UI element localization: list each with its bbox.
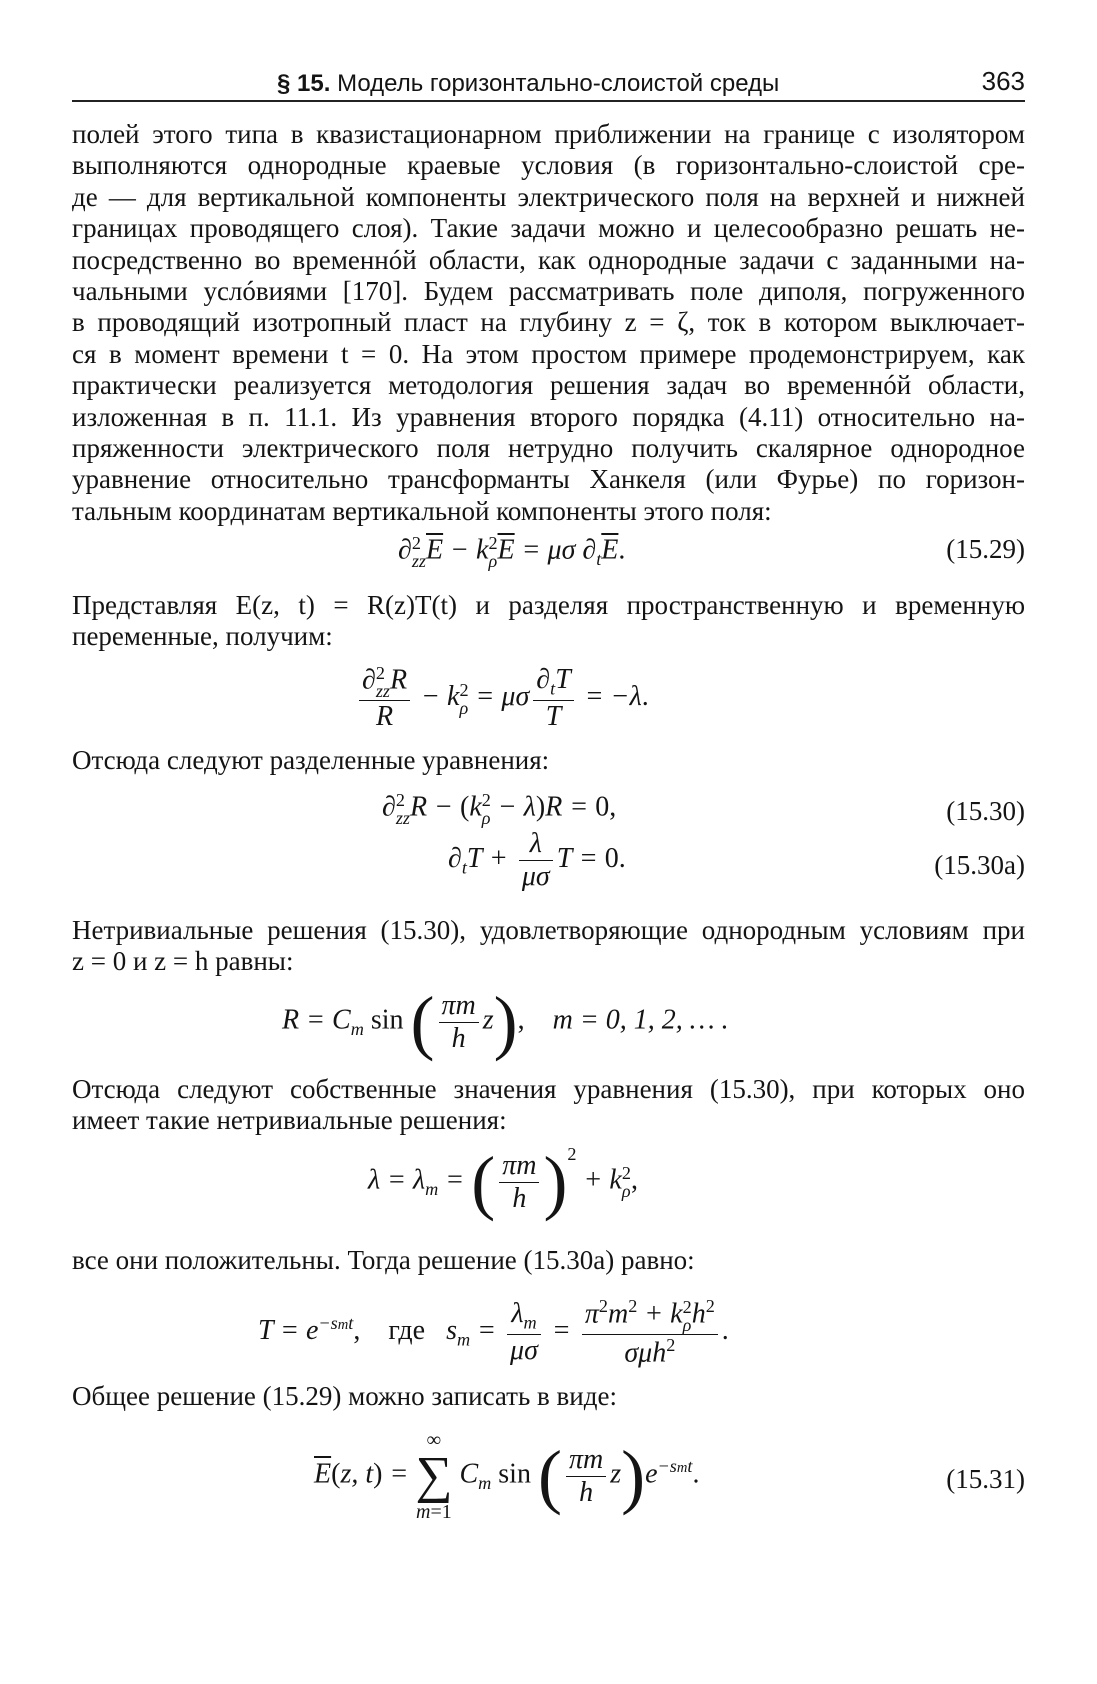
equation-15-30a: $\partial_tT$ + $\frac{\lambda}{\mu\sigma}$ T = 0. bbox=[448, 828, 626, 892]
text-line: де — для вертикальной компоненты электрического поля на верхней и нижней bbox=[72, 181, 1025, 212]
summation-sign: ∞ ∑ m=1 bbox=[415, 1429, 453, 1523]
text-line: ся в момент времени t = 0. На этом простом примере продемонстрируем, как bbox=[72, 338, 1025, 369]
text-line: имеет такие нетривиальные решения: bbox=[72, 1105, 507, 1136]
text-line: выполняются однородные краевые условия (в горизонтально-слоистой сре- bbox=[72, 150, 1025, 181]
text-line: полей этого типа в квазистационарном приближении на границе с изолятором bbox=[72, 119, 1025, 149]
running-header bbox=[72, 62, 1025, 102]
equation-lambda: $\lambda = \lambda_m$ = ( $\frac{\pi m}{h}$ )$^2$ + k 2 ρ , bbox=[368, 1142, 638, 1222]
equation-15-30: ∂ 2 zz R − (k 2 ρ − λ)R = 0, bbox=[382, 790, 617, 829]
paragraph-nontrivial bbox=[72, 915, 1025, 978]
text-line: Отсюда следуют собственные значения уравнения (15.30), при которых оно bbox=[72, 1074, 1025, 1104]
text-line: изложенная в п. 11.1. Из уравнения второго порядка (4.11) относительно на- bbox=[72, 401, 1025, 432]
paragraph-general-solution bbox=[72, 1381, 1025, 1412]
text-line: все они положительны. Тогда решение (15.30a) равно: bbox=[72, 1245, 695, 1275]
text-line: уравнение относительно трансформанты Ханкеля (или Фурье) по горизон- bbox=[72, 464, 1025, 495]
text-line: Отсюда следуют разделенные уравнения: bbox=[72, 745, 550, 775]
text-line: посредственно во временнóй области, как однородные задачи с заданными на- bbox=[72, 244, 1025, 275]
page-number: 363 bbox=[981, 66, 1025, 96]
paragraph-eigenvalues bbox=[72, 1074, 1025, 1137]
text-line: Нетривиальные решения (15.30), удовлетворяющие однородным условиям при bbox=[72, 915, 1025, 945]
equation-number: (15.30a) bbox=[934, 850, 1025, 880]
equation-number: (15.31) bbox=[946, 1464, 1025, 1494]
where-word: где bbox=[388, 1315, 426, 1347]
paragraph-separated bbox=[72, 745, 1025, 776]
text-line: тальным координатам вертикальной компоненты этого поля: bbox=[72, 495, 772, 526]
text-line: в проводящий изотропный пласт на глубину z = ζ, ток в котором выключает- bbox=[72, 307, 1025, 338]
section-mark: § 15. bbox=[277, 70, 331, 97]
text-line: чальными услóвиями [170]. Будем рассматривать поле диполя, погруженного bbox=[72, 276, 1025, 307]
paragraph-separation bbox=[72, 590, 1025, 653]
text-line: Общее решение (15.29) можно записать в виде: bbox=[72, 1381, 617, 1411]
equation-number: (15.30) bbox=[946, 796, 1025, 826]
equation-r-solution: $R = C_m$ sin ( $\frac{\pi m}{h}$ z), m = 0, 1, 2, … . bbox=[282, 982, 729, 1062]
paragraph-intro bbox=[72, 119, 1025, 527]
text-line: практически реализуется методология решения задач во временнóй области, bbox=[72, 370, 1025, 401]
equation-separation: ∂ 2 zz R R − k 2 ρ = μσ $\frac{\partial_tT}{T}$ = −λ. bbox=[355, 664, 649, 733]
text-line: Представляя E(z, t) = R(z)T(t) и разделяя пространственную и временную bbox=[72, 590, 1025, 620]
paragraph-positive bbox=[72, 1245, 1025, 1276]
section-title: Модель горизонтально-слоистой среды bbox=[337, 70, 780, 97]
running-title bbox=[277, 70, 779, 98]
text-line: границах проводящего слоя). Такие задачи можно и целесообразно решать не- bbox=[72, 213, 1025, 244]
equation-15-29: ∂ 2 zz $\overline{E} - k$ 2 ρ $\overline{E} = \mu\sigma$ $\partial_t\overline{E}$. bbox=[398, 533, 626, 572]
m-values: m = 0, 1, 2, … . bbox=[552, 1004, 729, 1036]
text-line: z = 0 и z = h равны: bbox=[72, 946, 294, 977]
text-line: переменные, получим: bbox=[72, 621, 333, 652]
equation-number: (15.29) bbox=[946, 534, 1025, 564]
text-line: пряженности электрического поля нетрудно получить скалярное однородное bbox=[72, 433, 1025, 464]
equation-t-solution: $T = e^{-smt}$, где $s_m$ = $\frac{\lambda_m}{\mu\sigma}$ = $\pi^2m^2 + k$ 2 ρ $h^2$ σμh$^2$ . bbox=[258, 1296, 729, 1369]
equation-15-31: $\overline{E}(z$, t) = ∞ ∑ m=1 $C_m$ sin ( $\frac{\pi m}{h}$ $z)e^{-smt}$. bbox=[314, 1429, 700, 1523]
